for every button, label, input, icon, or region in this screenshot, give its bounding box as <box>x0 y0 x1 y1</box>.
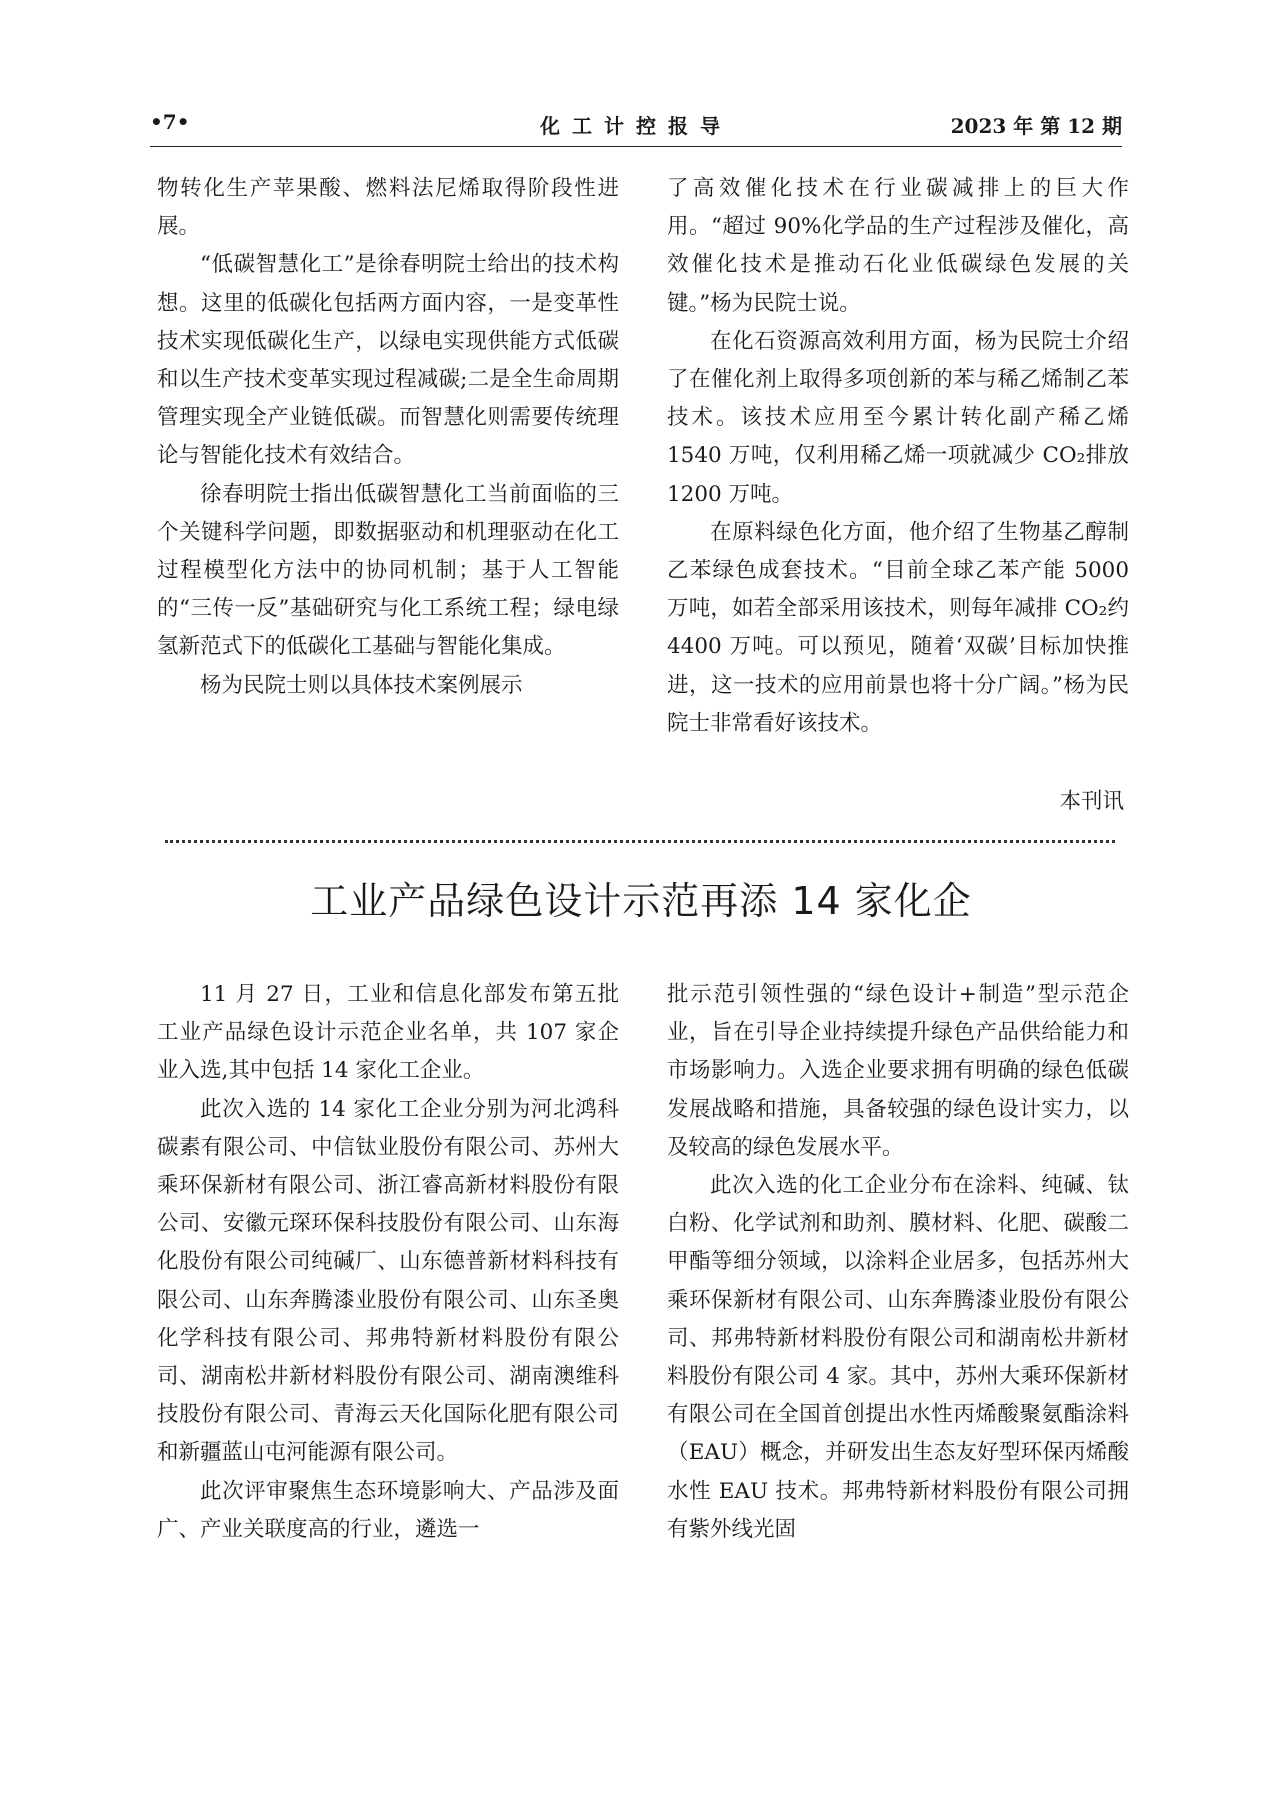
paragraph: 此次评审聚焦生态环境影响大、产品涉及面广、产业关联度高的行业，遴选一 <box>157 1478 619 1542</box>
paragraph: 了高效催化技术在行业碳减排上的巨大作用。“超过 90%化学品的生产过程涉及催化，高效催化技术是推动石化业低碳绿色发展的关键。”杨为民院士说。 <box>667 176 1129 316</box>
journal-name: 化工计控报导 <box>540 114 732 138</box>
paragraph: “低碳智慧化工”是徐春明院士给出的技术构想。这里的低碳化包括两方面内容，一是变革性技术实现低碳化生产，以绿电实现供能方式低碳和以生产技术变革实现过程减碳;二是全生命周期管理实现全产业链低碳。而智慧化则需要传统理论与智能化技术有效结合。 <box>157 252 619 469</box>
article2-left-column <box>157 976 619 1549</box>
paragraph: 徐春明院士指出低碳智慧化工当前面临的三个关键科学问题，即数据驱动和机理驱动在化工过程模型化方法中的协同机制；基于人工智能的“三传一反”基础研究与化工系统工程；绿电绿氢新范式下的低碳化工基础与智能化集成。 <box>157 481 619 660</box>
paragraph: 在原料绿色化方面，他介绍了生物基乙醇制乙苯绿色成套技术。“目前全球乙苯产能 5000 万吨，如若全部采用该技术，则每年减排 CO₂约 4400 万吨。可以预见，随着‘双碳’目标加快推进，这一技术的应用前景也将十分广阔。”杨为民院士非常看好该技术。 <box>667 519 1129 736</box>
article-title: 工业产品绿色设计示范再添 14 家化企 <box>310 879 972 923</box>
paragraph: 物转化生产苹果酸、燃料法尼烯取得阶段性进展。 <box>157 176 619 240</box>
paragraph: 杨为民院士则以具体技术案例展示 <box>200 672 523 698</box>
article-source: 本刊讯 <box>1059 789 1124 814</box>
paragraph: 在化石资源高效利用方面，杨为民院士介绍了在催化剂上取得多项创新的苯与稀乙烯制乙苯技术。该技术应用至今累计转化副产稀乙烯 1540 万吨，仅利用稀乙烯一项就减少 CO₂排放 1200 万吨。 <box>667 328 1129 507</box>
paragraph: 此次入选的化工企业分布在涂料、纯碱、钛白粉、化学试剂和助剂、膜材料、化肥、碳酸二甲酯等细分领域，以涂料企业居多，包括苏州大乘环保新材有限公司、山东奔腾漆业股份有限公司、邦弗特新材料股份有限公司和湖南松井新材料股份有限公司 4 家。其中，苏州大乘环保新材有限公司在全国首创提出水性丙烯酸聚氨酯涂料（EAU）概念，并研发出生态友好型环保丙烯酸水性 EAU 技术。邦弗特新材料股份有限公司拥有紫外线光固 <box>667 1173 1129 1542</box>
article2-right-column <box>667 976 1129 1549</box>
article1-left-column <box>157 170 619 705</box>
dotted-divider <box>165 840 1115 843</box>
paragraph: 此次入选的 14 家化工企业分别为河北鸿科碳素有限公司、中信钛业股份有限公司、苏州大乘环保新材有限公司、浙江睿高新材料股份有限公司、安徽元琛环保科技股份有限公司、山东海化股份有限公司纯碱厂、山东德普新材料科技有限公司、山东奔腾漆业股份有限公司、山东圣奥化学科技有限公司、邦弗特新材料股份有限公司、湖南松井新材料股份有限公司、湖南澳维科技股份有限公司、青海云天化国际化肥有限公司和新疆蓝山屯河能源有限公司。 <box>157 1096 619 1466</box>
article1-right-column <box>667 170 1129 743</box>
issue-label: 2023 年 第 12 期 <box>950 114 1122 138</box>
page-number: •7• <box>150 110 190 134</box>
paragraph: 批示范引领性强的“绿色设计+制造”型示范企业，旨在引导企业持续提升绿色产品供给能力和市场影响力。入选企业要求拥有明确的绿色低碳发展战略和措施，具备较强的绿色设计实力，以及较高的绿色发展水平。 <box>667 982 1129 1160</box>
page-header <box>150 104 1122 147</box>
paragraph: 11 月 27 日，工业和信息化部发布第五批工业产品绿色设计示范企业名单，共 107 家企业入选,其中包括 14 家化工企业。 <box>157 982 619 1084</box>
